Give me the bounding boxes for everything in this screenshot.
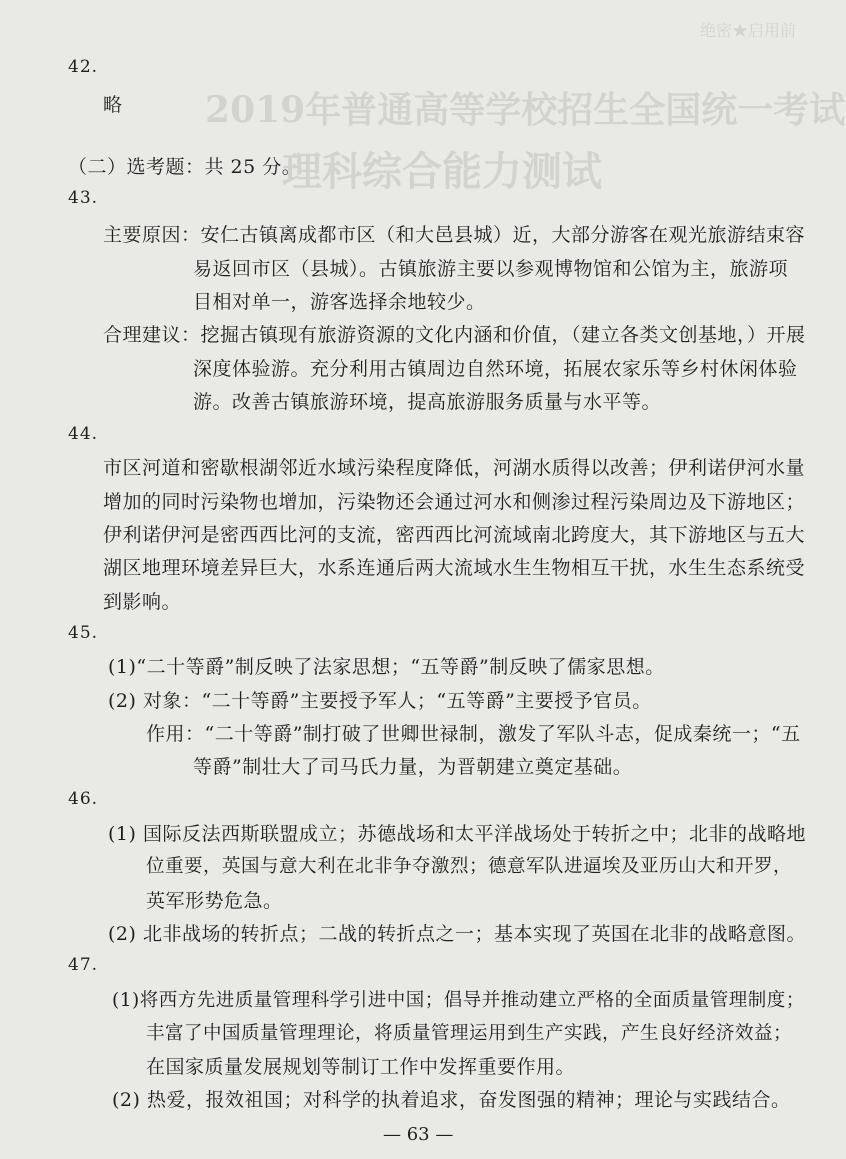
answer-text: (1) 国际反法西斯联盟成立；苏德战场和太平洋战场处于转折之中；北非的战略地 [108,823,806,845]
answer-text: 等爵”制壮大了司马氏力量，为晋朝建立奠定基础。 [193,756,633,778]
answer-text: 目相对单一，游客选择余地较少。 [193,291,486,313]
answer-text: 主要原因：安仁古镇离成都市区（和大邑县城）近，大部分游客在观光旅游结束容 [103,224,806,246]
answer-text: 丰富了中国质量管理理论，将质量管理运用到生产实践，产生良好经济效益； [146,1023,793,1044]
answer-text: 市区河道和密歇根湖邻近水域污染程度降低，河湖水质得以改善；伊利诺伊河水量 [103,457,806,479]
answer-text: 合理建议：挖掘古镇现有旅游资源的文化内涵和价值，（建立各类文创基地，）开展 [103,324,806,346]
page-number: — 63 — [383,1124,454,1145]
answer-text: 在国家质量发展规划等制订工作中发挥重要作用。 [146,1056,576,1078]
answer-text: 湖区地理环境差异巨大，水系连通后两大流域水生生物相互干扰，水生生态系统受 [103,557,806,579]
answer-text: (1)“二十等爵”制反映了法家思想；“五等爵”制反映了儒家思想。 [108,656,665,678]
question-number: 43. [68,188,99,208]
bleed-through-header: 绝密★启用前 [700,21,797,40]
answer-text: (2) 北非战场的转折点；二战的转折点之一；基本实现了英国在北非的战略意图。 [108,923,806,945]
answer-text: 游。改善古镇旅游环境，提高旅游服务质量与水平等。 [193,391,662,413]
question-number: 44. [68,424,99,444]
answer-text: 增加的同时污染物也增加，污染物还会通过河水和侧渗过程污染周边及下游地区； [103,491,806,513]
section-heading: （二）选考题：共 25 分。 [68,156,302,178]
question-number: 46. [68,789,99,809]
answer-text: 易返回市区（县城）。古镇旅游主要以参观博物馆和公馆为主，旅游项 [193,258,789,280]
bleed-through-title: 2019年普通高等学校招生全国统一考试 [205,89,846,131]
bleed-through-subtitle: 理科综合能力测试 [282,148,602,195]
answer-text: 深度体验游。充分利用古镇周边自然环境，拓展农家乐等乡村休闲体验 [193,358,798,380]
answer-text: 到影响。 [103,591,182,613]
answer-text: 伊利诺伊河是密西西比河的支流，密西西比河流域南北跨度大，其下游地区与五大 [103,524,806,546]
answer-text: (2) 对象：“二十等爵”主要授予军人；“五等爵”主要授予官员。 [108,690,652,712]
answer-text: 作用：“二十等爵”制打破了世卿世禄制，激发了军队斗志，促成秦统一；“五 [146,723,801,745]
question-number: 42. [68,57,99,77]
answer-text: 略 [103,94,123,116]
answer-text: 位重要，英国与意大利在北非争夺激烈；德意军队进逼埃及亚历山大和开罗， [146,856,793,877]
answer-text: (1)将西方先进质量管理科学引进中国；倡导并推动建立严格的全面质量管理制度； [112,990,805,1011]
question-number: 47. [68,955,99,975]
question-number: 45. [68,623,99,643]
answer-text: 英军形势危急。 [146,890,283,912]
answer-text: (2) 热爱，报效祖国；对科学的执着追求，奋发图强的精神；理论与实践结合。 [112,1089,791,1111]
